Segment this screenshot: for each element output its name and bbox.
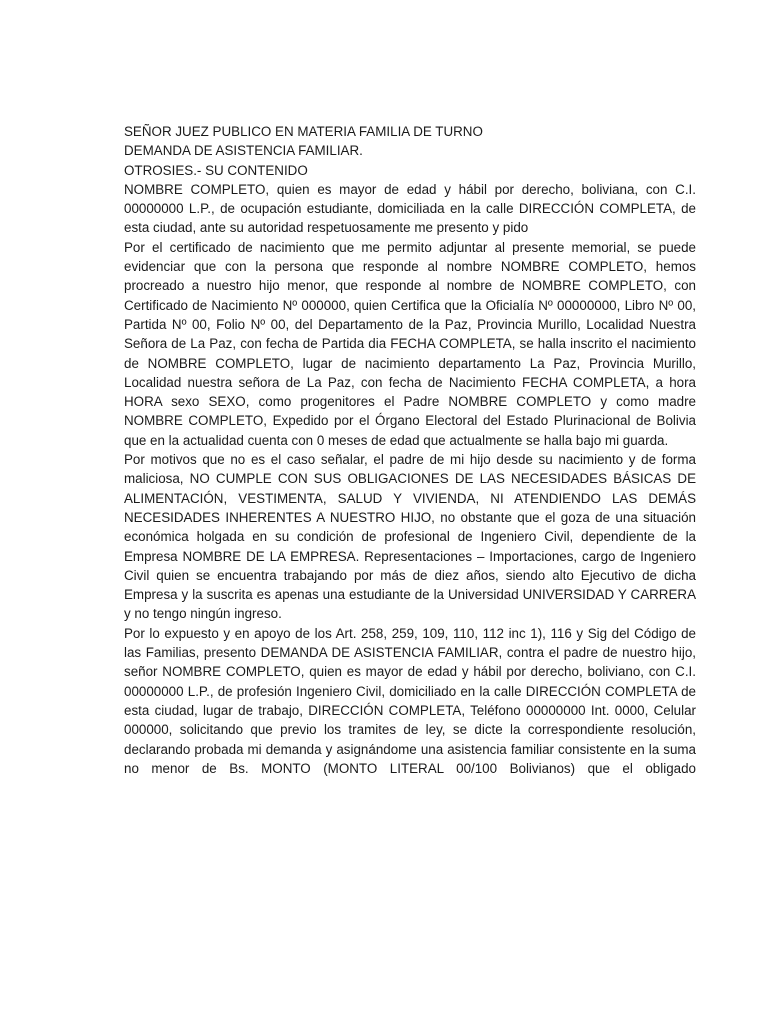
petition-paragraph: Por lo expuesto y en apoyo de los Art. 258, 259, 109, 110, 112 inc 1), 116 y Sig del Código de las Familias, presento DEMANDA DE ASISTENCIA FAMILIAR, contra el padre de nuestro hijo, señor NOMBRE COMPLETO, quien es mayor de edad y hábil por derecho, boliviano, con C.I. 00000000 L.P., de profesión Ingeniero Civil, domiciliado en la calle DIRECCIÓN COMPLETA de esta ciudad, lugar de trabajo, DIRECCIÓN COMPLETA, Teléfono 00000000 Int. 0000, Celular 000000, solicitando que previo los tramites de ley, se dicte la correspondiente resolución, declarando probada mi demanda y asignándome una asistencia familiar consistente en la suma no menor de Bs. MONTO (MONTO LITERAL 00/100 Bolivianos) que el obligado <box>124 625 696 776</box>
grounds-paragraph: Por motivos que no es el caso señalar, el padre de mi hijo desde su nacimiento y de forma maliciosa, NO CUMPLE CON SUS OBLIGACIONES DE LAS NECESIDADES BÁSICAS DE ALIMENTACIÓN, VESTIMENTA, SALUD Y VIVIENDA, NI ATENDIENDO LAS DEMÁS NECESIDADES INHERENTES A NUESTRO HIJO, no obstante que el goza de una situación económica holgada en su condición de profesional de Ingeniero Civil, dependiente de la Empresa NOMBRE DE LA EMPRESA. Representaciones – Importaciones, cargo de Ingeniero Civil quien se encuentra trabajando por más de diez años, siendo alto Ejecutivo de dicha Empresa y la suscrita es apenas una estudiante de la Universidad UNIVERSIDAD Y CARRERA y no tengo ningún ingreso. <box>124 452 696 622</box>
court-addressee-line: SEÑOR JUEZ PUBLICO EN MATERIA FAMILIA DE TURNO <box>124 124 483 139</box>
document-title-line: DEMANDA DE ASISTENCIA FAMILIAR. <box>124 143 363 159</box>
otrosies-line: OTROSIES.- SU CONTENIDO <box>124 162 308 178</box>
plaintiff-identification-paragraph: NOMBRE COMPLETO, quien es mayor de edad y hábil por derecho, boliviana, con C.I. 00000000 L.P., de ocupación estudiante, domiciliada en la calle DIRECCIÓN COMPLETA, de esta ciudad, ante su autoridad respetuosamente me presento y pido <box>124 181 696 236</box>
document-body <box>124 122 696 778</box>
birth-certificate-paragraph: Por el certificado de nacimiento que me permito adjuntar al presente memorial, se puede evidenciar que con la persona que responde al nombre NOMBRE COMPLETO, hemos procreado a nuestro hijo menor, que responde al nombre de NOMBRE COMPLETO, con Certificado de Nacimiento Nº 000000, quien Certifica que la Oficialía Nº 00000000, Libro Nº 00, Partida Nº 00, Folio Nº 00, del Departamento de la Paz, Provincia Murillo, Localidad Nuestra Señora de La Paz, con fecha de Partida dia FECHA COMPLETA, se halla inscrito el nacimiento de NOMBRE COMPLETO, lugar de nacimiento departamento La Paz, Provincia Murillo, Localidad nuestra señora de La Paz, con fecha de Nacimiento FECHA COMPLETA, a hora HORA sexo SEXO, como progenitores el Padre NOMBRE COMPLETO y como madre NOMBRE COMPLETO, Expedido por el Órgano Electoral del Estado Plurinacional de Bolivia que en la actualidad cuenta con 0 meses de edad que actualmente se halla bajo mi guarda. <box>124 239 696 448</box>
